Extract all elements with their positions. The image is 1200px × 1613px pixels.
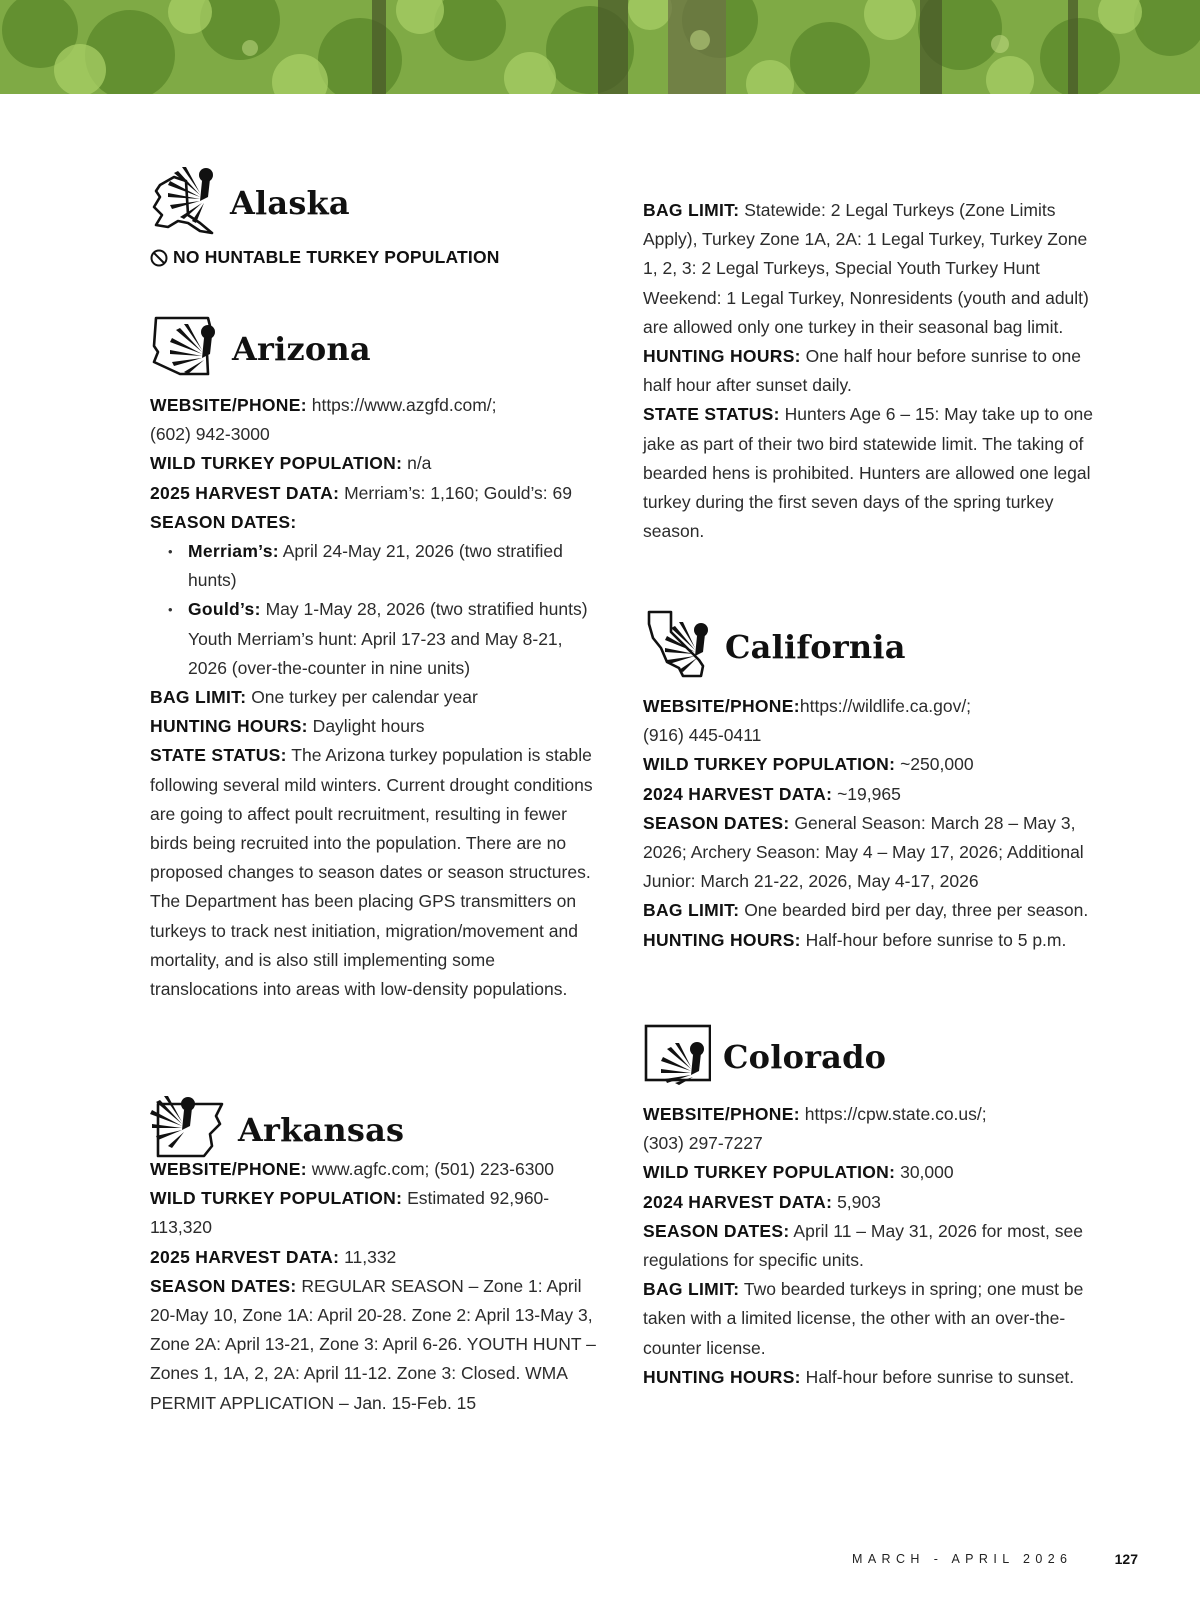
label: HUNTING HOURS: [643, 1366, 801, 1387]
value: Two bearded turkeys in spring; one must be taken with a limited license, the other with an over-the-counter license. [643, 1279, 1084, 1358]
state-name-alaska: Alaska [230, 183, 350, 222]
california-turkey-icon [643, 608, 713, 685]
no-population-notice [150, 247, 500, 268]
colorado-turkey-icon [643, 1023, 711, 1090]
value: n/a [402, 453, 432, 474]
value: General Season: March 28 – May 3, 2026; Archery Season: May 4 – May 17, 2026; Additional Junior: March 21-22, 2026, May 4-17, 2026 [643, 812, 1084, 892]
label: WEBSITE/PHONE: [643, 696, 800, 716]
label: 2024 HARVEST DATA: [643, 783, 833, 804]
arizona-population-line [150, 449, 600, 478]
state-name-colorado: Colorado [723, 1037, 887, 1076]
arizona-hours-line [150, 712, 600, 741]
label: WILD TURKEY POPULATION: [643, 1162, 896, 1183]
label: BAG LIMIT: [150, 687, 247, 708]
california-website-line [643, 692, 1103, 721]
arkansas-details-continued [643, 196, 1103, 546]
no-population-text: NO HUNTABLE TURKEY POPULATION [173, 247, 500, 267]
label: WEBSITE/PHONE: [643, 1104, 800, 1124]
value: Half-hour before sunrise to 5 p.m. [800, 929, 1067, 950]
value: Estimated 92,960-113,320 [150, 1188, 550, 1238]
arizona-bag-line [150, 683, 600, 712]
colorado-population-line [643, 1158, 1103, 1187]
arkansas-website-line [150, 1155, 600, 1184]
issue-date: MARCH - APRIL 2026 [852, 1552, 1073, 1566]
label: 2025 HARVEST DATA: [150, 482, 340, 503]
label: BAG LIMIT: [643, 900, 740, 921]
label: HUNTING HOURS: [643, 346, 801, 367]
label: WEBSITE/PHONE: [150, 1159, 307, 1179]
value: 11,332 [339, 1246, 397, 1267]
value: Hunters Age 6 – 15: May take up to one jake as part of their two bird statewide limit. The taking of bearded hens is prohibited. Hunters are allowed one legal turkey during the first seven days of the spring turkey season. [643, 404, 1094, 542]
label: SEASON DATES: [150, 511, 297, 532]
arizona-website-line [150, 391, 600, 420]
value: April 24-May 21, 2026 (two stratified hunts) [188, 541, 563, 591]
page-footer [852, 1551, 1138, 1567]
value: One half hour before sunrise to one half hour after sunset daily. [643, 346, 1081, 396]
value: The Arizona turkey population is stable following several mild winters. Current drought conditions are going to affect poult recruitment, resulting in fewer birds being recruited into the population. There are no proposed changes to season dates or season structures. The Department has been placing GPS transmitters on turkeys to track nest initiation, migration/movement and mortality, and is also still implementing some translocations into areas with low-density populations. [150, 745, 593, 1000]
value: Merriam’s: 1,160; Gould’s: 69 [339, 482, 573, 503]
state-header-arizona [150, 312, 371, 385]
label: WILD TURKEY POPULATION: [643, 754, 896, 775]
label: HUNTING HOURS: [643, 929, 801, 950]
label: STATE STATUS: [150, 745, 287, 766]
arkansas-season-line [150, 1272, 600, 1418]
arkansas-harvest-line [150, 1243, 600, 1272]
value: Daylight hours [307, 716, 425, 737]
page-number: 127 [1114, 1551, 1138, 1567]
state-header-california [643, 608, 906, 685]
state-name-arizona: Arizona [232, 329, 371, 368]
value: Statewide: 2 Legal Turkeys (Zone Limits Apply), Turkey Zone 1A, 2A: 1 Legal Turkey, Turkey Zone 1, 2, 3: 2 Legal Turkeys, Special Youth Turkey Hunt Weekend: 1 Legal Turkey, Nonresidents (youth and adult) are allowed only one turkey in their seasonal bag limit. [643, 200, 1089, 337]
label: WILD TURKEY POPULATION: [150, 453, 403, 474]
list-item [188, 595, 600, 683]
arkansas-status-line [643, 400, 1103, 546]
alaska-turkey-icon [150, 163, 218, 242]
prohibited-icon [150, 249, 168, 267]
value: REGULAR SEASON – Zone 1: April 20-May 10, Zone 1A: April 20-28. Zone 2: April 13-May 3, Zone 2A: April 13-21, Zone 3: April 6-26. YOUTH HUNT – Zones 1, 1A, 2, 2A: April 11-12. Zone 3: Closed. WMA PERMIT APPLICATION – Jan. 15-Feb. 15 [150, 1275, 596, 1413]
california-bag-line [643, 896, 1103, 925]
label: BAG LIMIT: [643, 200, 740, 220]
label: STATE STATUS: [643, 404, 780, 425]
colorado-phone: (303) 297-7227 [643, 1133, 763, 1154]
label: Gould’s: [188, 599, 261, 620]
california-population-line [643, 750, 1103, 779]
california-details [643, 692, 1103, 955]
label: SEASON DATES: [150, 1275, 297, 1296]
colorado-hours-line [643, 1363, 1103, 1392]
value: 30,000 [895, 1162, 954, 1183]
state-header-colorado [643, 1023, 886, 1090]
arizona-phone: (602) 942-3000 [150, 424, 270, 445]
state-header-alaska [150, 163, 350, 242]
colorado-harvest-line [643, 1188, 1103, 1217]
colorado-website-link[interactable]: https://cpw.state.co.us/; [799, 1104, 987, 1124]
arkansas-website-link[interactable]: www.agfc.com; (501) 223-6300 [306, 1159, 554, 1179]
value: April 11 – May 31, 2026 for most, see regulations for specific units. [643, 1220, 1083, 1271]
california-website-link[interactable]: https://wildlife.ca.gov/; [799, 696, 972, 716]
label: SEASON DATES: [643, 1220, 790, 1241]
arizona-details [150, 391, 600, 1004]
value: Half-hour before sunrise to sunset. [800, 1366, 1075, 1387]
arkansas-bag-line [643, 196, 1103, 342]
label: WILD TURKEY POPULATION: [150, 1188, 403, 1209]
arkansas-details [150, 1155, 600, 1418]
california-harvest-line [643, 780, 1103, 809]
colorado-bag-line [643, 1275, 1103, 1363]
colorado-details [643, 1100, 1103, 1392]
california-hours-line [643, 926, 1103, 955]
value: One turkey per calendar year [246, 687, 478, 708]
value: 5,903 [832, 1191, 881, 1212]
label: HUNTING HOURS: [150, 716, 308, 737]
arizona-turkey-icon [150, 312, 220, 385]
arizona-website-link[interactable]: https://www.azgfd.com/; [306, 395, 497, 415]
colorado-website-line [643, 1100, 1103, 1129]
value: ~19,965 [832, 783, 901, 804]
state-name-california: California [725, 627, 906, 666]
arkansas-population-line [150, 1184, 600, 1242]
california-season-line [643, 809, 1103, 897]
arkansas-hours-line [643, 342, 1103, 400]
label: 2024 HARVEST DATA: [643, 1191, 833, 1212]
arizona-season-list [150, 537, 600, 683]
california-phone: (916) 445-0411 [643, 725, 762, 746]
arizona-status-line [150, 741, 600, 1004]
label: WEBSITE/PHONE: [150, 395, 307, 415]
value: May 1-May 28, 2026 (two stratified hunts) Youth Merriam’s hunt: April 17-23 and May 8-21, 2026 (over-the-counter in nine units) [188, 599, 588, 678]
state-name-arkansas: Arkansas [238, 1110, 405, 1149]
forest-banner-image [0, 0, 1200, 94]
list-item [188, 537, 600, 595]
value: ~250,000 [895, 754, 974, 775]
arizona-season-line [150, 508, 600, 537]
value: One bearded bird per day, three per season. [739, 900, 1089, 921]
arizona-harvest-line [150, 479, 600, 508]
colorado-season-line [643, 1217, 1103, 1275]
label: SEASON DATES: [643, 812, 790, 833]
label: 2025 HARVEST DATA: [150, 1246, 340, 1267]
label: BAG LIMIT: [643, 1279, 740, 1300]
label: Merriam’s: [188, 541, 279, 562]
